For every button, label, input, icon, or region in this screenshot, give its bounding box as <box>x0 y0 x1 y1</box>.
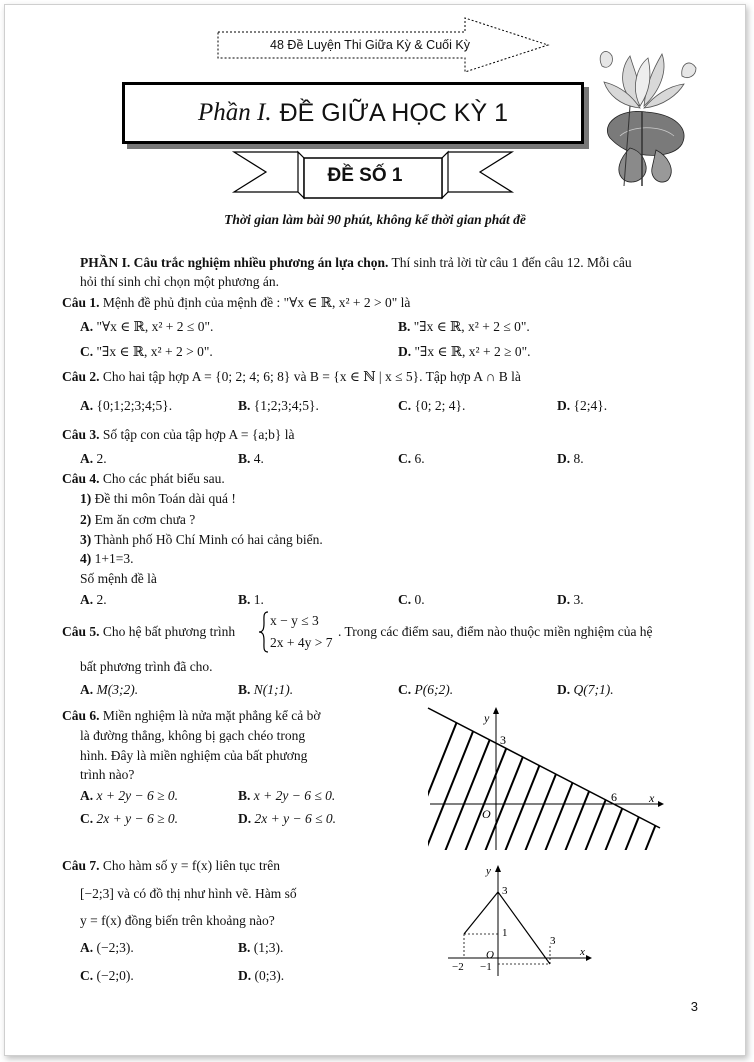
boundary-line <box>428 708 660 828</box>
x-intercept-label: 6 <box>611 790 617 804</box>
question-label: Câu 1. <box>62 295 100 310</box>
option-3c: C. 6. <box>398 451 425 466</box>
system-ineq-2: 2x + 4y > 7 <box>270 635 333 650</box>
tick-3-x: 3 <box>550 935 556 947</box>
option-4c: C. 0. <box>398 592 425 607</box>
question-6-line4: trình nào? <box>80 767 135 782</box>
x-axis-label: x <box>649 791 655 805</box>
option-1c: C. "∃x ∈ ℝ, x² + 2 > 0". <box>80 344 213 359</box>
option-3b: B. 4. <box>238 451 264 466</box>
exam-number: ĐỀ SỐ 1 <box>327 165 403 186</box>
question-5: Câu 5. Cho hệ bất phương trình <box>62 624 236 639</box>
function-graph <box>446 862 596 978</box>
lotus-flower-illustration <box>590 46 700 188</box>
question-7-line1: Câu 7. Cho hàm số y = f(x) liên tục trên <box>62 858 280 873</box>
question-4-prompt: Số mệnh đề là <box>80 571 157 586</box>
page-number: 3 <box>690 999 698 1014</box>
option-2d: D. {2;4}. <box>557 398 608 413</box>
tick-minus1-y: −1 <box>480 961 492 973</box>
question-5-text-after: . Trong các điểm sau, điểm nào thuộc miền nghiệm của hệ <box>338 624 653 639</box>
question-1 <box>62 293 410 312</box>
question-6-line1: Câu 6. Miền nghiệm là nửa mặt phẳng kể cả bờ <box>62 708 321 723</box>
question-text: Mệnh đề phủ định của mệnh đề : "∀x ∈ ℝ, x² + 2 > 0" là <box>102 295 411 310</box>
section-instruction-2: hỏi thí sinh chỉ chọn một phương án. <box>80 274 279 289</box>
section-instruction-1: Thí sinh trả lời từ câu 1 đến câu 12. Mỗi câu <box>391 255 632 270</box>
option-1a: A. "∀x ∈ ℝ, x² + 2 ≤ 0". <box>80 319 214 334</box>
system-ineq-1: x − y ≤ 3 <box>270 613 319 628</box>
question-2: Câu 2. Cho hai tập hợp A = {0; 2; 4; 6; 8} và B = {x ∈ ℕ | x ≤ 5}. Tập hợp A ∩ B là <box>62 369 521 384</box>
option-2b: B. {1;2;3;4;5}. <box>238 398 319 413</box>
part-title-box <box>122 82 584 144</box>
option-7c: C. (−2;0). <box>80 968 134 983</box>
option-1b: B. "∃x ∈ ℝ, x² + 2 ≤ 0". <box>398 319 530 334</box>
option-4a: A. 2. <box>80 592 107 607</box>
option-7a: A. (−2;3). <box>80 940 134 955</box>
y-axis-label: y <box>486 865 491 877</box>
y-axis-label: y <box>484 711 490 725</box>
tick-3-y: 3 <box>502 885 508 897</box>
question-5-line2: bất phương trình đã cho. <box>80 659 213 674</box>
origin-label: O <box>486 949 494 961</box>
statement-2: 2) Em ăn cơm chưa ? <box>80 512 196 527</box>
statement-1: 1) Đề thi môn Toán dài quá ! <box>80 491 236 506</box>
section-title: PHẦN I. Câu trắc nghiệm nhiều phương án lựa chọn. <box>80 255 389 270</box>
option-2a: A. {0;1;2;3;4;5}. <box>80 398 173 413</box>
option-5a: A. M(3;2). <box>80 682 139 697</box>
system-brace <box>258 611 270 653</box>
question-3: Câu 3. Số tập con của tập hợp A = {a;b} là <box>62 427 295 442</box>
exam-time-note: Thời gian làm bài 90 phút, không kể thời gian phát đề <box>224 212 526 227</box>
part-title: ĐỀ GIỮA HỌC KỲ 1 <box>279 98 508 127</box>
half-plane-graph <box>424 704 664 850</box>
tick-1-y: 1 <box>502 927 508 939</box>
option-3a: A. 2. <box>80 451 107 466</box>
option-4b: B. 1. <box>238 592 264 607</box>
option-5c: C. P(6;2). <box>398 682 454 697</box>
option-3d: D. 8. <box>557 451 584 466</box>
tick-minus2-x: −2 <box>452 961 464 973</box>
option-6c: C. 2x + y − 6 ≥ 0. <box>80 811 178 826</box>
question-7-line3: y = f(x) đồng biến trên khoảng nào? <box>80 913 275 928</box>
option-5b: B. N(1;1). <box>238 682 294 697</box>
part-label: Phần I. <box>198 99 272 126</box>
option-7d: D. (0;3). <box>238 968 285 983</box>
statement-3: 3) Thành phố Hồ Chí Minh có hai cảng biển. <box>80 532 323 547</box>
option-4d: D. 3. <box>557 592 584 607</box>
option-6b: B. x + 2y − 6 ≤ 0. <box>238 788 336 803</box>
origin-label: O <box>482 807 491 821</box>
y-intercept-label: 3 <box>500 733 506 747</box>
option-6a: A. x + 2y − 6 ≥ 0. <box>80 788 178 803</box>
option-5d: D. Q(7;1). <box>557 682 614 697</box>
statement-4: 4) 1+1=3. <box>80 551 134 566</box>
option-2c: C. {0; 2; 4}. <box>398 398 466 413</box>
option-1d: D. "∃x ∈ ℝ, x² + 2 ≥ 0". <box>398 344 531 359</box>
question-7-line2: [−2;3] và có đồ thị như hình vẽ. Hàm số <box>80 886 297 901</box>
section-intro-line1 <box>80 253 632 272</box>
question-4: Câu 4. Cho các phát biểu sau. <box>62 471 225 486</box>
question-6-line2: là đường thẳng, không bị gạch chéo trong <box>80 728 306 743</box>
question-6-line3: hình. Đây là miền nghiệm của bất phương <box>80 748 308 763</box>
x-axis-label: x <box>580 946 585 958</box>
header-banner-text: 48 Đề Luyện Thi Giữa Kỳ & Cuối Kỳ <box>270 38 470 52</box>
option-6d: D. 2x + y − 6 ≤ 0. <box>238 811 336 826</box>
option-7b: B. (1;3). <box>238 940 284 955</box>
